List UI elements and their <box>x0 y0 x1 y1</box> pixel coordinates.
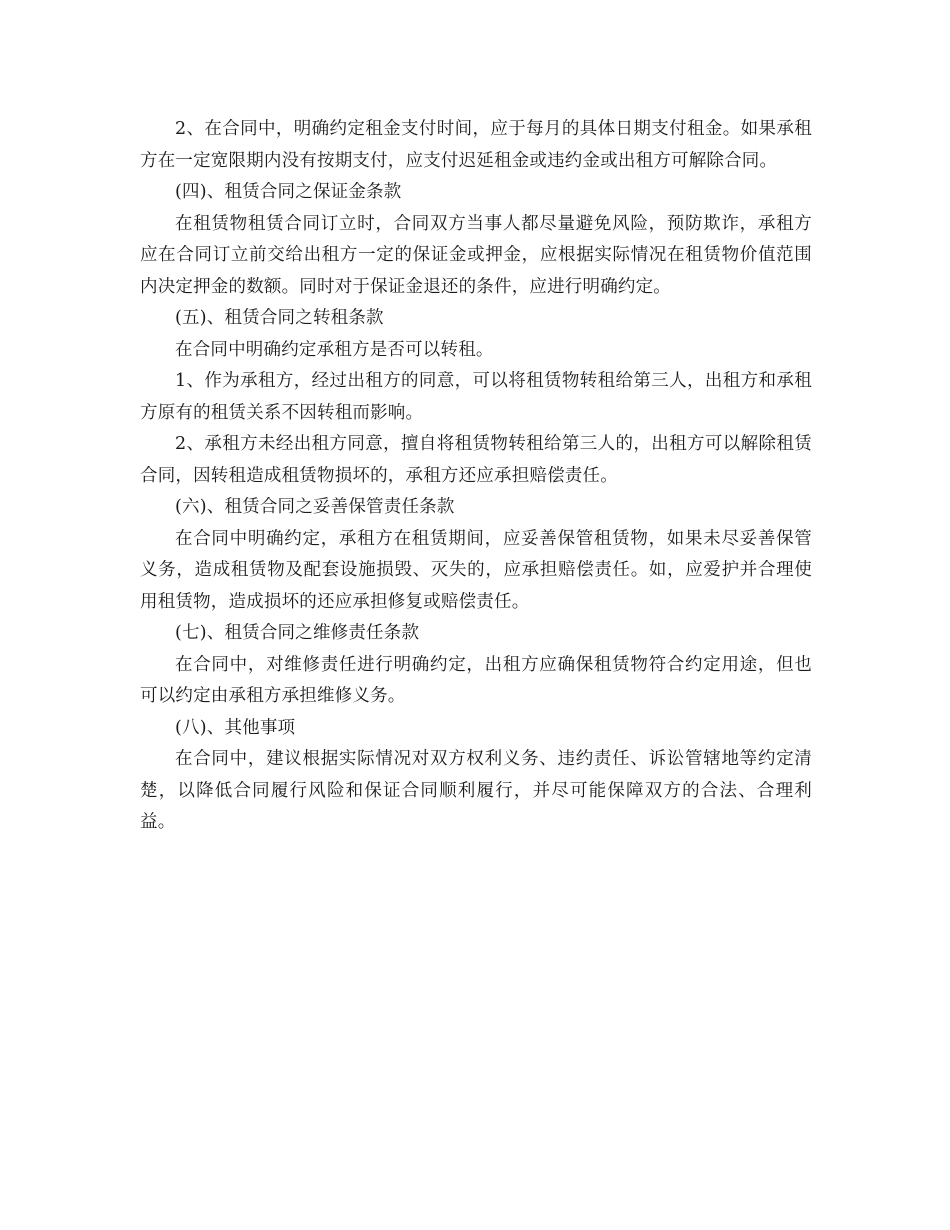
paragraph-sublease-2: 2、承租方未经出租方同意，擅自将租赁物转租给第三人的，出租方可以解除租赁合同，因转租造成租赁物损坏的，承租方还应承担赔偿责任。 <box>140 434 812 486</box>
paragraph-sublease-1: 1、作为承租方，经过出租方的同意，可以将租赁物转租给第三人，出租方和承租方原有的租赁关系不因转租而影响。 <box>140 371 812 423</box>
document-body <box>140 114 812 839</box>
paragraph-sublease-intro: 在合同中明确约定承租方是否可以转租。 <box>175 339 494 360</box>
paragraph-rent-payment: 2、在合同中，明确约定租金支付时间，应于每月的具体日期支付租金。如果承租方在一定宽限期内没有按期支付，应支付迟延租金或违约金或出租方可解除合同。 <box>140 119 812 171</box>
paragraph-custody: 在合同中明确约定，承租方在租赁期间，应妥善保管租赁物，如果未尽妥善保管义务，造成租赁物及配套设施损毁、灭失的，应承担赔偿责任。如，应爱护并合理使用租赁物，造成损坏的还应承担修复或赔偿责任。 <box>140 528 812 612</box>
paragraph-other-matters: 在合同中，建议根据实际情况对双方权利义务、违约责任、诉讼管辖地等约定清楚，以降低合同履行风险和保证合同顺利履行，并尽可能保障双方的合法、合理利益。 <box>140 749 812 832</box>
paragraph-maintenance: 在合同中，对维修责任进行明确约定，出租方应确保租赁物符合约定用途，但也可以约定由承租方承担维修义务。 <box>140 654 812 706</box>
paragraph-deposit: 在租赁物租赁合同订立时，合同双方当事人都尽量避免风险，预防欺诈，承租方应在合同订立前交给出租方一定的保证金或押金，应根据实际情况在租赁物价值范围内决定押金的数额。同时对于保证金退还的条件，应进行明确约定。 <box>140 213 812 297</box>
heading-custody-clause: (六)、租赁合同之妥善保管责任条款 <box>175 497 455 517</box>
heading-sublease-clause: (五)、租赁合同之转租条款 <box>175 308 384 328</box>
heading-deposit-clause: (四)、租赁合同之保证金条款 <box>175 182 402 202</box>
heading-maintenance-clause: (七)、租赁合同之维修责任条款 <box>175 623 420 643</box>
heading-other-matters: (八)、其他事项 <box>175 717 296 738</box>
